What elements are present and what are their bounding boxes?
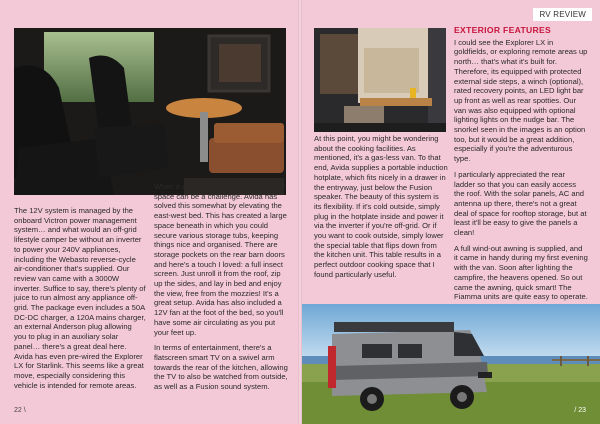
paragraph: I particularly appreciated the rear ladder so that you can easily access the roof. With the solar panels, AC and antenna up there, there's not a great deal of space for rooftop storage, but at least it'll be easy to give the panels a clean! <box>454 169 587 238</box>
exterior-photo <box>302 304 600 424</box>
text-column-2 <box>154 182 288 398</box>
text-column-4 <box>454 26 588 308</box>
page-number-right: / 23 <box>574 407 586 414</box>
interior-photo <box>14 28 286 195</box>
section-label: RV REVIEW <box>533 8 592 21</box>
paragraph: At this point, you might be wondering about the cooking facilities. As mentioned, it's a gas-less van. To that end, Avida supplies a portable induction hotplate, which fits nicely in a drawer in the entryway, just below the Fusion speaker. The beauty of this system is its flexibility. If it's cold outside, simply plug in the hotplate inside and power it via the inverter if you're off-grid. Or if you want to cook outside, simply lower the special table that flips down from the kitchen unit. This table results in a perfect outdoor cooking space that I found particularly useful. <box>314 134 448 279</box>
galley-photo <box>314 28 446 132</box>
paragraph: When it comes to campervans, storage space can be a challenge. Avida has solved this somewhat by elevating the east-west bed. This has created a large space beneath in which you could secure various storage tubs, keeping things nice and organised. There are storage pockets on the rear barn doors and here's a touch I loved: a full insect screen. Just unroll it from the roof, zip up the sides, and lay in bed and enjoy the view, free from the mozzies! It's a great setup. Avida has also included a 12V fan at the foot of the bed, so you'll have some air circulating as you put your feet up. <box>154 182 287 337</box>
paragraph: The 12V system is managed by the onboard Victron power management system… and what would an off-grid lifestyle camper be without an inverter to power your 240V appliances, including the Webasto reverse-cycle air-conditioner that's supplied. Our review van came with a 3000W inverter. Suffice to say, there's plenty of juice to run almost any appliance off-grid. The package even includes a 50A DC-DC charger, a 120A mains charger, an external Anderson plug allowing you to plug in an auxiliary solar panel… there's a great deal here. Avida has even pre-wired the Explorer LX for Starlink. This seems like a great move, especially considering this vehicle is intended for remote areas. <box>14 206 146 390</box>
page-number-left: 22 \ <box>14 407 26 414</box>
text-column-3 <box>314 134 448 286</box>
paragraph: In terms of entertainment, there's a flatscreen smart TV on a swivel arm towards the rear of the kitchen, allowing the TV to also be watched from outside, as well as a Fusion sound system. <box>154 343 288 392</box>
text-column-1 <box>14 206 146 396</box>
section-heading: EXTERIOR FEATURES <box>454 25 552 35</box>
exterior-illustration <box>302 304 600 424</box>
paragraph: I could see the Explorer LX in goldfields, or exploring remote areas up north… that's what it's built for. Therefore, its equipped with protected external side steps, a winch (optional), rated recovery points, an LED light bar up front as well as rear spotties. Our van was also equipped with optional lighting lights on the nudge bar. The snorkel seen in the images is an option too, but it would be a great addition, especially if you're the adventurous type. <box>454 37 588 164</box>
interior-illustration <box>14 28 286 195</box>
galley-illustration <box>314 28 446 132</box>
paragraph: A full wind-out awning is supplied, and it came in handy during my first evening with the van. Soon after lighting the campfire, the heavens opened. So out came the awning, quick smart! The Fiamma units are quite easy to operate. <box>454 243 588 302</box>
